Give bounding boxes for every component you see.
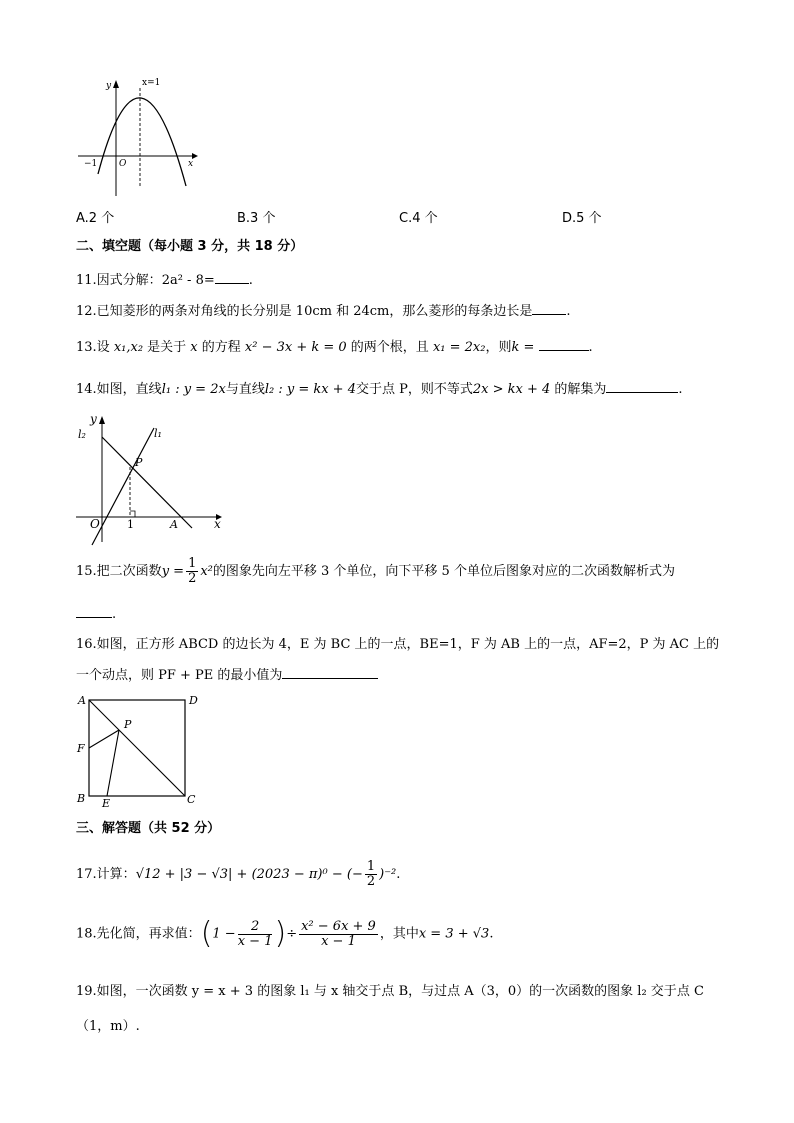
- figure1-y-label: y: [106, 81, 112, 91]
- figure2-l2-label: l₂: [78, 428, 86, 441]
- option-c: C.4 个: [399, 211, 438, 226]
- question-18: 18.先化简，再求值：(1 − $\frac{2}{x - 1}$ )÷ $\frac{\text{x² − 6x + 9}}{x - 1}$ ，其中x = 3 + √3.: [76, 916, 494, 951]
- vertex-a: A: [78, 694, 86, 707]
- question-15-answer-line: .: [76, 605, 116, 624]
- question-17: 17.计算：√12 + |3 − √3| + (2023 − π)⁰ − (− $\frac{1}{2}$ )⁻².: [76, 859, 401, 889]
- question-16-line2: 一个动点，则 PF + PE 的最小值为: [76, 666, 378, 685]
- vertex-d: D: [189, 694, 198, 707]
- fraction-half: $\frac{1}{2}$: [188, 556, 197, 586]
- option-b: B.3 个: [237, 211, 276, 226]
- segment-pf: [89, 730, 119, 748]
- question-14: 14.如图，直线l₁ : y = 2x与直线l₂ : y = kx + 4交于点 P，则不等式2x > kx + 4 的解集为 .: [76, 382, 683, 397]
- figure2-point-a: A: [170, 518, 178, 531]
- figure1-x-label: x: [188, 159, 194, 169]
- figure2-origin: O: [90, 517, 100, 531]
- figure2-line-l2: [102, 437, 192, 528]
- option-d: D.5 个: [562, 211, 602, 226]
- figure-parabola: [74, 74, 200, 200]
- question-12: 12.已知菱形的两条对角线的长分别是 10cm 和 24cm，那么菱形的每条边长是 .: [76, 304, 571, 319]
- vertex-b: B: [77, 792, 86, 805]
- figure2-tick-one: 1: [127, 518, 134, 531]
- figure2-l1-label: l₁: [154, 427, 162, 440]
- question-19-line1: 19.如图，一次函数 y = x + 3 的图象 l₁ 与 x 轴交于点 B，与过点 A（3，0）的一次函数的图象 l₂ 交于点 C: [76, 984, 704, 999]
- fraction-2-over-x-1: $\frac{2}{x - 1}$: [237, 918, 273, 949]
- figure2-point-p: P: [135, 456, 143, 469]
- answer-blank: [606, 380, 678, 393]
- figure-square: [72, 690, 204, 810]
- figure2-y-label: y: [90, 412, 97, 426]
- segment-pe: [107, 730, 119, 796]
- answer-blank: [282, 666, 378, 679]
- question-19-line2: （1，m）.: [76, 1019, 140, 1034]
- section-2-title: 二、填空题（每小题 3 分，共 18 分）: [76, 239, 304, 254]
- figure1-neg-one: −1: [84, 159, 98, 169]
- question-16-line1: 16.如图，正方形 ABCD 的边长为 4，E 为 BC 上的一点，BE=1，F 为 AB 上的一点，AF=2，P 为 AC 上的: [76, 637, 720, 652]
- figure1-line-label: x=1: [142, 78, 161, 88]
- answer-blank: [76, 605, 112, 618]
- answer-blank: [215, 271, 249, 284]
- figure-two-lines: [74, 410, 226, 550]
- section-3-title: 三、解答题（共 52 分）: [76, 821, 221, 836]
- question-15: 15.把二次函数y = $\frac{1}{2}$ x²的图象先向左平移 3 个单位，向下平移 5 个单位后图象对应的二次函数解析式为: [76, 556, 675, 586]
- figure1-origin: O: [119, 159, 127, 169]
- point-e: E: [102, 797, 111, 810]
- fraction-quadratic: $\frac{\text{x² − 6x + 9}}{x - 1}$: [301, 918, 376, 949]
- point-f: F: [77, 742, 85, 755]
- question-13: 13.设 x₁,x₂ 是关于 x 的方程 x² − 3x + k = 0 的两个根，且 x₁ = 2x₂，则k = .: [76, 340, 593, 355]
- diagonal-ac: [89, 700, 185, 796]
- figure2-line-l1: [92, 428, 154, 545]
- point-p: P: [124, 718, 132, 731]
- vertex-c: C: [187, 793, 196, 806]
- question-11: 11.因式分解：2a² - 8= .: [76, 273, 253, 288]
- option-a: A.2 个: [76, 211, 115, 226]
- answer-blank: [539, 338, 589, 351]
- figure2-x-label: x: [214, 517, 221, 531]
- fraction-half: $\frac{1}{2}$: [366, 859, 376, 889]
- figure1-parabola: [98, 98, 186, 186]
- answer-blank: [532, 302, 566, 315]
